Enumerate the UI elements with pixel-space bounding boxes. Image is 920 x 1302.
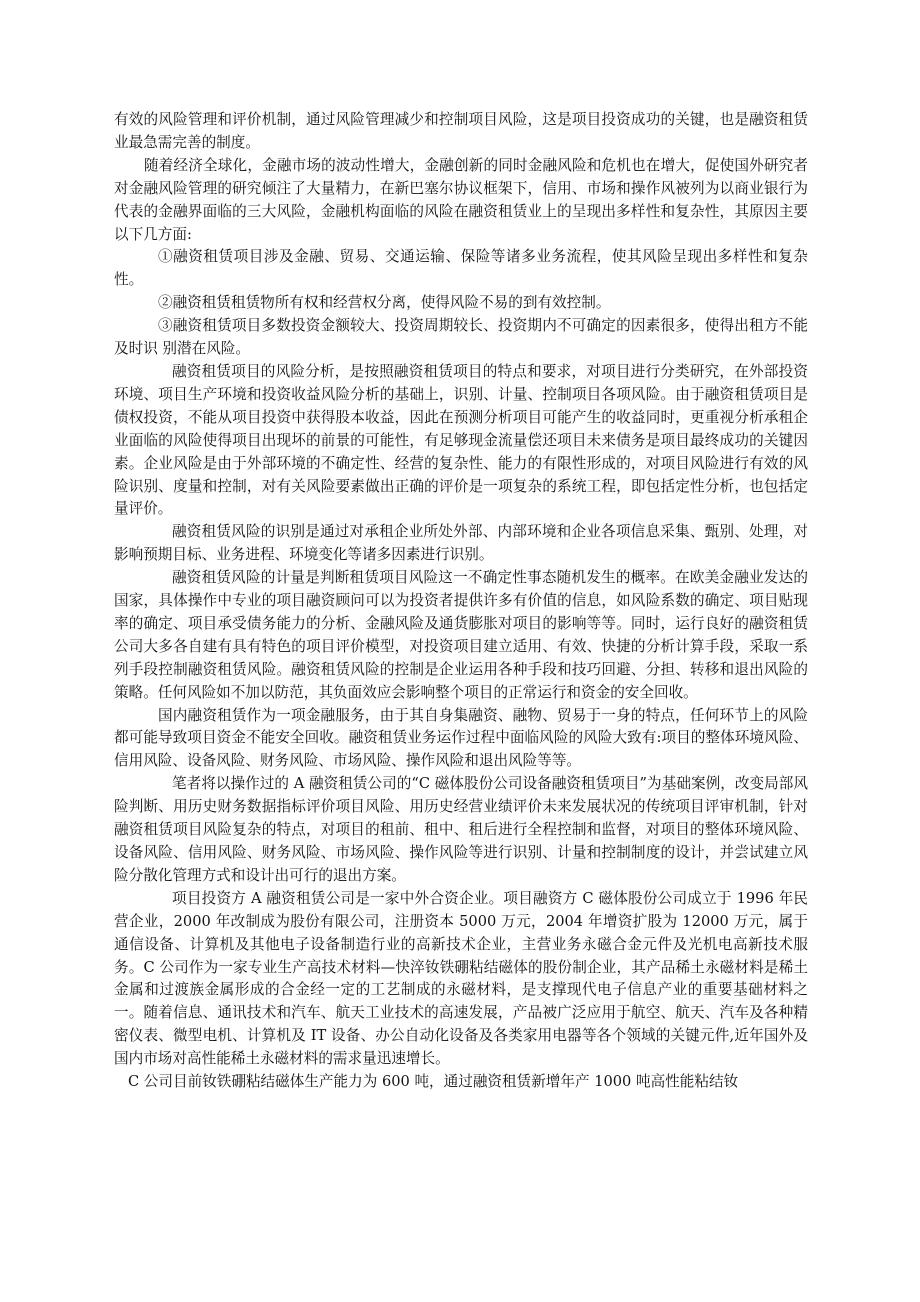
document-body (114, 109, 808, 1094)
paragraph: ②融资租赁租赁物所有权和经营权分离，使得风险不易的到有效控制。 (158, 294, 611, 312)
paragraph: 有效的风险管理和评价机制，通过风险管理减少和控制项目风险，这是项目投资成功的关键，也是融资租赁业最急需完善的制度。 (114, 111, 808, 151)
paragraph: 项目投资方 A 融资租赁公司是一家中外合资企业。项目融资方 C 磁体股份公司成立于 1996 年民营企业，2000 年改制成为股份有限公司，注册资本 5000 万元，2004 年增资扩股为 12000 万元，属于通信设备、计算机及其他电子设备制造行业的高新技术企业，主营业务永磁合金元件及光机电高新技术服务。C 公司作为一家专业生产高技术材料—快淬钕铁硼粘结磁体的股份制企业，其产品稀土永磁材料是稀土金属和过渡族金属形成的合金经一定的工艺制成的永磁材料，是支撑现代电子信息产业的重要基础材料之一。随着信息、通讯技术和汽车、航天工业技术的高速发展，产品被广泛应用于航空、航天、汽车及各种精密仪表、微型电机、计算机及 IT 设备、办公自动化设备及各类家用电器等各个领域的关键元件,近年国外及国内市场对高性能稀土永磁材料的需求量迅速增长。 (114, 889, 808, 1068)
paragraph: 融资租赁风险的计量是判断租赁项目风险这一不确定性事态随机发生的概率。在欧美金融业发达的国家，具体操作中专业的项目融资顾问可以为投资者提供许多有价值的信息，如风险系数的确定、项目贴现率的确定、项目承受债务能力的分析、金融风险及通货膨胀对项目的影响等等。同时，运行良好的融资租赁公司大多各自建有具有特色的项目评价模型，对投资项目建立适用、有效、快捷的分析计算手段，采取一系列手段控制融资租赁风险。融资租赁风险的控制是企业运用各种手段和技巧回避、分担、转移和退出风险的策略。任何风险如不加以防范，其负面效应会影响整个项目的正常运行和资金的安全回收。 (114, 569, 808, 701)
paragraph: C 公司目前钕铁硼粘结磁体生产能力为 600 吨，通过融资租赁新增年产 1000 吨高性能粘结钕 (128, 1073, 739, 1091)
paragraph: ①融资租赁项目涉及金融、贸易、交通运输、保险等诸多业务流程，使其风险呈现出多样性和复杂性。 (114, 248, 808, 289)
paragraph: 随着经济全球化，金融市场的波动性增大，金融创新的同时金融风险和危机也在增大，促使国外研究者对金融风险管理的研究倾注了大量精力，在新巴塞尔协议框架下，信用、市场和操作风被列为以商业银行为代表的金融界面临的三大风险，金融机构面临的风险在融资租赁业上的呈现出多样性和复杂性，其原因主要以下几方面: (114, 156, 808, 243)
paragraph: 融资租赁项目的风险分析，是按照融资租赁项目的特点和要求，对项目进行分类研究，在外部投资环境、项目生产环境和投资收益风险分析的基础上，识别、计量、控制项目各项风险。由于融资租赁项目是债权投资，不能从项目投资中获得股本收益，因此在预测分析项目可能产生的收益同时，更重视分析承租企业面临的风险使得项目出现坏的前景的可能性，有足够现金流量偿还项目未来债务是项目最终成功的关键因素。企业风险是由于外部环境的不确定性、经营的复杂性、能力的有限性形成的，对项目风险进行有效的风险识别、度量和控制，对有关风险要素做出正确的评价是一项复杂的系统工程，即包括定性分析，也包括定量评价。 (114, 362, 808, 518)
paragraph: 笔者将以操作过的 A 融资租赁公司的“C 磁体股份公司设备融资租赁项目”为基础案例，改变局部风险判断、用历史财务数据指标评价项目风险、用历史经营业绩评价未来发展状况的传统项目评审机制，针对融资租赁项目风险复杂的特点，对项目的租前、租中、租后进行全程控制和监督，对项目的整体环境风险、设备风险、信用风险、财务风险、市场风险、操作风险等进行识别、计量和控制制度的设计，并尝试建立风险分散化管理方式和设计出可行的退出方案。 (114, 775, 808, 884)
paragraph: 国内融资租赁作为一项金融服务，由于其自身集融资、融物、贸易于一身的特点，任何环节上的风险都可能导致项目资金不能安全回收。融资租赁业务运作过程中面临风险的风险大致有:项目的整体环境风险、信用风险、设备风险、财务风险、市场风险、操作风险和退出风险等等。 (114, 706, 808, 770)
paragraph: 融资租赁风险的识别是通过对承租企业所处外部、内部环境和企业各项信息采集、甄别、处理，对影响预期目标、业务进程、环境变化等诸多因素进行识别。 (114, 523, 808, 564)
paragraph: ③融资租赁项目多数投资金额较大、投资周期较长、投资期内不可确定的因素很多，使得出租方不能及时识 别潜在风险。 (114, 317, 808, 358)
